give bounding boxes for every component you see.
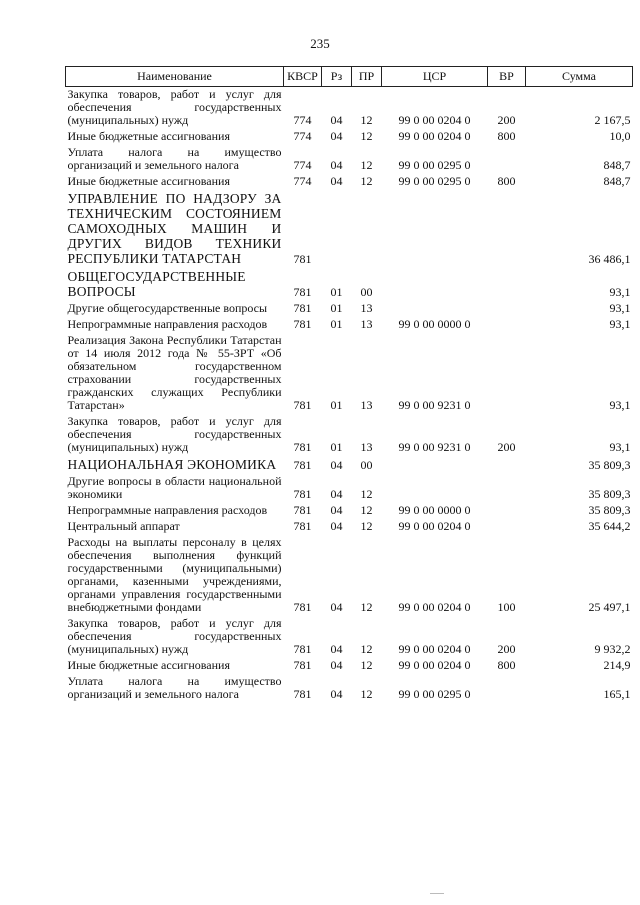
cell-vr (488, 456, 526, 474)
cell-name: Иные бюджетные ассигнования (67, 129, 230, 143)
cell-pr: 12 (360, 158, 373, 172)
table-header-row (66, 67, 633, 87)
cell-kvsr: 781 (293, 642, 312, 656)
cell-vr (488, 317, 526, 333)
column-header-rz: Рз (322, 67, 352, 87)
cell-rz: 01 (330, 285, 343, 299)
cell-kvsr: 781 (293, 317, 312, 331)
cell-vr: 200 (497, 440, 516, 454)
cell-sum: 214,9 (603, 658, 631, 672)
table-row (66, 129, 633, 145)
cell-kvsr: 781 (293, 687, 312, 701)
cell-name: Реализация Закона Республики Татарстан от 14 июля 2012 года № 55-ЗРТ «Об обязательном государственном страховании государственных гражданских служащих Республики Татарстан» (67, 333, 282, 412)
cell-pr: 12 (360, 113, 373, 127)
table-row (66, 474, 633, 503)
cell-csr: 99 0 00 0000 0 (398, 503, 471, 517)
cell-sum: 35 809,3 (588, 487, 631, 501)
table-row (66, 535, 633, 616)
cell-csr: 99 0 00 0295 0 (398, 158, 471, 172)
cell-sum: 93,1 (609, 301, 631, 315)
cell-csr: 99 0 00 0204 0 (398, 658, 471, 672)
cell-sum: 848,7 (603, 158, 631, 172)
cell-rz: 04 (330, 174, 343, 188)
cell-rz: 04 (330, 158, 343, 172)
cell-rz: 01 (330, 398, 343, 412)
table-row (66, 145, 633, 174)
cell-sum: 35 644,2 (588, 519, 631, 533)
cell-csr: 99 0 00 9231 0 (398, 398, 471, 412)
cell-csr: 99 0 00 0204 0 (398, 113, 471, 127)
cell-rz: 01 (330, 301, 343, 315)
cell-csr: 99 0 00 0204 0 (398, 519, 471, 533)
cell-sum: 25 497,1 (588, 600, 631, 614)
cell-csr (382, 301, 488, 317)
cell-sum: 2 167,5 (594, 113, 631, 127)
column-header-kvsr: КВСР (284, 67, 322, 87)
cell-sum: 93,1 (609, 440, 631, 454)
cell-csr: 99 0 00 0295 0 (398, 687, 471, 701)
cell-kvsr: 774 (293, 174, 312, 188)
table-row (66, 616, 633, 658)
column-header-csr: ЦСР (382, 67, 488, 87)
cell-kvsr: 781 (293, 252, 312, 266)
cell-name: Закупка товаров, работ и услуг для обеспечения государственных (муниципальных) нужд (67, 414, 282, 454)
cell-vr (488, 190, 526, 268)
cell-pr: 13 (360, 317, 373, 331)
cell-kvsr: 781 (293, 440, 312, 454)
cell-vr (488, 519, 526, 535)
cell-rz: 04 (330, 658, 343, 672)
table-row (66, 268, 633, 301)
cell-name: Закупка товаров, работ и услуг для обеспечения государственных (муниципальных) нужд (67, 616, 282, 656)
table-body (66, 87, 633, 704)
cell-rz: 04 (330, 113, 343, 127)
cell-vr: 100 (497, 600, 516, 614)
cell-rz: 04 (330, 487, 343, 501)
cell-kvsr: 774 (293, 113, 312, 127)
cell-vr: 200 (497, 113, 516, 127)
cell-sum: 10,0 (609, 129, 631, 143)
cell-pr: 13 (360, 398, 373, 412)
cell-sum: 35 809,3 (588, 503, 631, 517)
cell-sum: 93,1 (609, 398, 631, 412)
budget-table (65, 66, 633, 703)
cell-csr: 99 0 00 0000 0 (398, 317, 471, 331)
cell-kvsr: 781 (293, 285, 312, 299)
table-row (66, 503, 633, 519)
table-row (66, 317, 633, 333)
cell-vr: 200 (497, 642, 516, 656)
cell-sum: 165,1 (603, 687, 631, 701)
cell-vr (488, 301, 526, 317)
cell-name: Другие общегосударственные вопросы (67, 301, 268, 315)
cell-pr: 13 (360, 440, 373, 454)
cell-rz: 04 (330, 129, 343, 143)
cell-pr: 12 (360, 519, 373, 533)
cell-sum: 93,1 (609, 285, 631, 299)
cell-name: УПРАВЛЕНИЕ ПО НАДЗОРУ ЗА ТЕХНИЧЕСКИМ СОСТОЯНИЕМ САМОХОДНЫХ МАШИН И ДРУГИХ ВИДОВ ТЕХНИКИ РЕСПУБЛИКИ ТАТАРСТАН (67, 191, 282, 266)
cell-pr: 12 (360, 174, 373, 188)
table-row (66, 414, 633, 456)
cell-rz: 04 (330, 642, 343, 656)
cell-name: Центральный аппарат (67, 519, 180, 533)
cell-name: ОБЩЕГОСУДАРСТВЕННЫЕ ВОПРОСЫ (67, 269, 246, 299)
cell-name: Иные бюджетные ассигнования (67, 174, 230, 188)
cell-csr: 99 0 00 0204 0 (398, 600, 471, 614)
cell-name: Иные бюджетные ассигнования (67, 658, 230, 672)
cell-rz: 04 (330, 600, 343, 614)
cell-sum: 848,7 (603, 174, 631, 188)
scan-mark (430, 893, 444, 894)
cell-name: Другие вопросы в области национальной экономики (67, 474, 282, 501)
cell-rz: 04 (330, 458, 343, 472)
table-row (66, 333, 633, 414)
cell-pr: 12 (360, 129, 373, 143)
cell-name: Уплата налога на имущество организаций и земельного налога (67, 674, 282, 701)
cell-sum: 93,1 (609, 317, 631, 331)
cell-vr: 800 (497, 658, 516, 672)
cell-csr (382, 474, 488, 503)
cell-vr (488, 333, 526, 414)
table-row (66, 674, 633, 703)
cell-pr: 00 (360, 458, 373, 472)
cell-csr (382, 190, 488, 268)
cell-csr: 99 0 00 0204 0 (398, 129, 471, 143)
cell-name: Уплата налога на имущество организаций и земельного налога (67, 145, 282, 172)
cell-csr: 99 0 00 9231 0 (398, 440, 471, 454)
cell-name: Закупка товаров, работ и услуг для обеспечения государственных (муниципальных) нужд (67, 87, 282, 127)
cell-vr (488, 674, 526, 703)
cell-name: Непрограммные направления расходов (67, 317, 268, 331)
cell-kvsr: 781 (293, 398, 312, 412)
cell-vr: 800 (497, 174, 516, 188)
cell-sum: 9 932,2 (594, 642, 631, 656)
column-header-vr: ВР (488, 67, 526, 87)
column-header-sum: Сумма (526, 67, 633, 87)
cell-kvsr: 781 (293, 600, 312, 614)
cell-pr: 12 (360, 658, 373, 672)
cell-kvsr: 774 (293, 158, 312, 172)
cell-csr (382, 268, 488, 301)
cell-rz: 04 (330, 519, 343, 533)
cell-kvsr: 781 (293, 301, 312, 315)
cell-pr: 00 (360, 285, 373, 299)
cell-vr (488, 145, 526, 174)
cell-vr (488, 503, 526, 519)
column-header-pr: ПР (352, 67, 382, 87)
cell-rz: 01 (330, 317, 343, 331)
cell-name: НАЦИОНАЛЬНАЯ ЭКОНОМИКА (67, 457, 277, 472)
cell-rz (322, 190, 352, 268)
cell-pr: 12 (360, 687, 373, 701)
cell-vr (488, 474, 526, 503)
cell-pr: 13 (360, 301, 373, 315)
cell-kvsr: 781 (293, 458, 312, 472)
page-number: 235 (310, 36, 330, 51)
cell-pr (352, 190, 382, 268)
cell-name: Расходы на выплаты персоналу в целях обеспечения выполнения функций государственными (муниципальными) органами, казенными учреждениями, органами управления государственными внебюджетными фондами (67, 535, 282, 614)
table-row (66, 658, 633, 674)
cell-pr: 12 (360, 487, 373, 501)
table-row (66, 190, 633, 268)
cell-pr: 12 (360, 600, 373, 614)
table-row (66, 456, 633, 474)
cell-rz: 01 (330, 440, 343, 454)
cell-kvsr: 781 (293, 503, 312, 517)
cell-kvsr: 781 (293, 487, 312, 501)
table-row (66, 87, 633, 130)
cell-kvsr: 781 (293, 658, 312, 672)
table-row (66, 301, 633, 317)
cell-kvsr: 781 (293, 519, 312, 533)
cell-csr: 99 0 00 0295 0 (398, 174, 471, 188)
cell-rz: 04 (330, 503, 343, 517)
cell-vr: 800 (497, 129, 516, 143)
cell-pr: 12 (360, 503, 373, 517)
cell-csr: 99 0 00 0204 0 (398, 642, 471, 656)
cell-csr (382, 456, 488, 474)
table-row (66, 174, 633, 190)
cell-name: Непрограммные направления расходов (67, 503, 268, 517)
cell-rz: 04 (330, 687, 343, 701)
cell-kvsr: 774 (293, 129, 312, 143)
cell-sum: 35 809,3 (588, 458, 631, 472)
cell-pr: 12 (360, 642, 373, 656)
table-row (66, 519, 633, 535)
cell-sum: 36 486,1 (588, 252, 631, 266)
column-header-name: Наименование (66, 67, 284, 87)
cell-vr (488, 268, 526, 301)
